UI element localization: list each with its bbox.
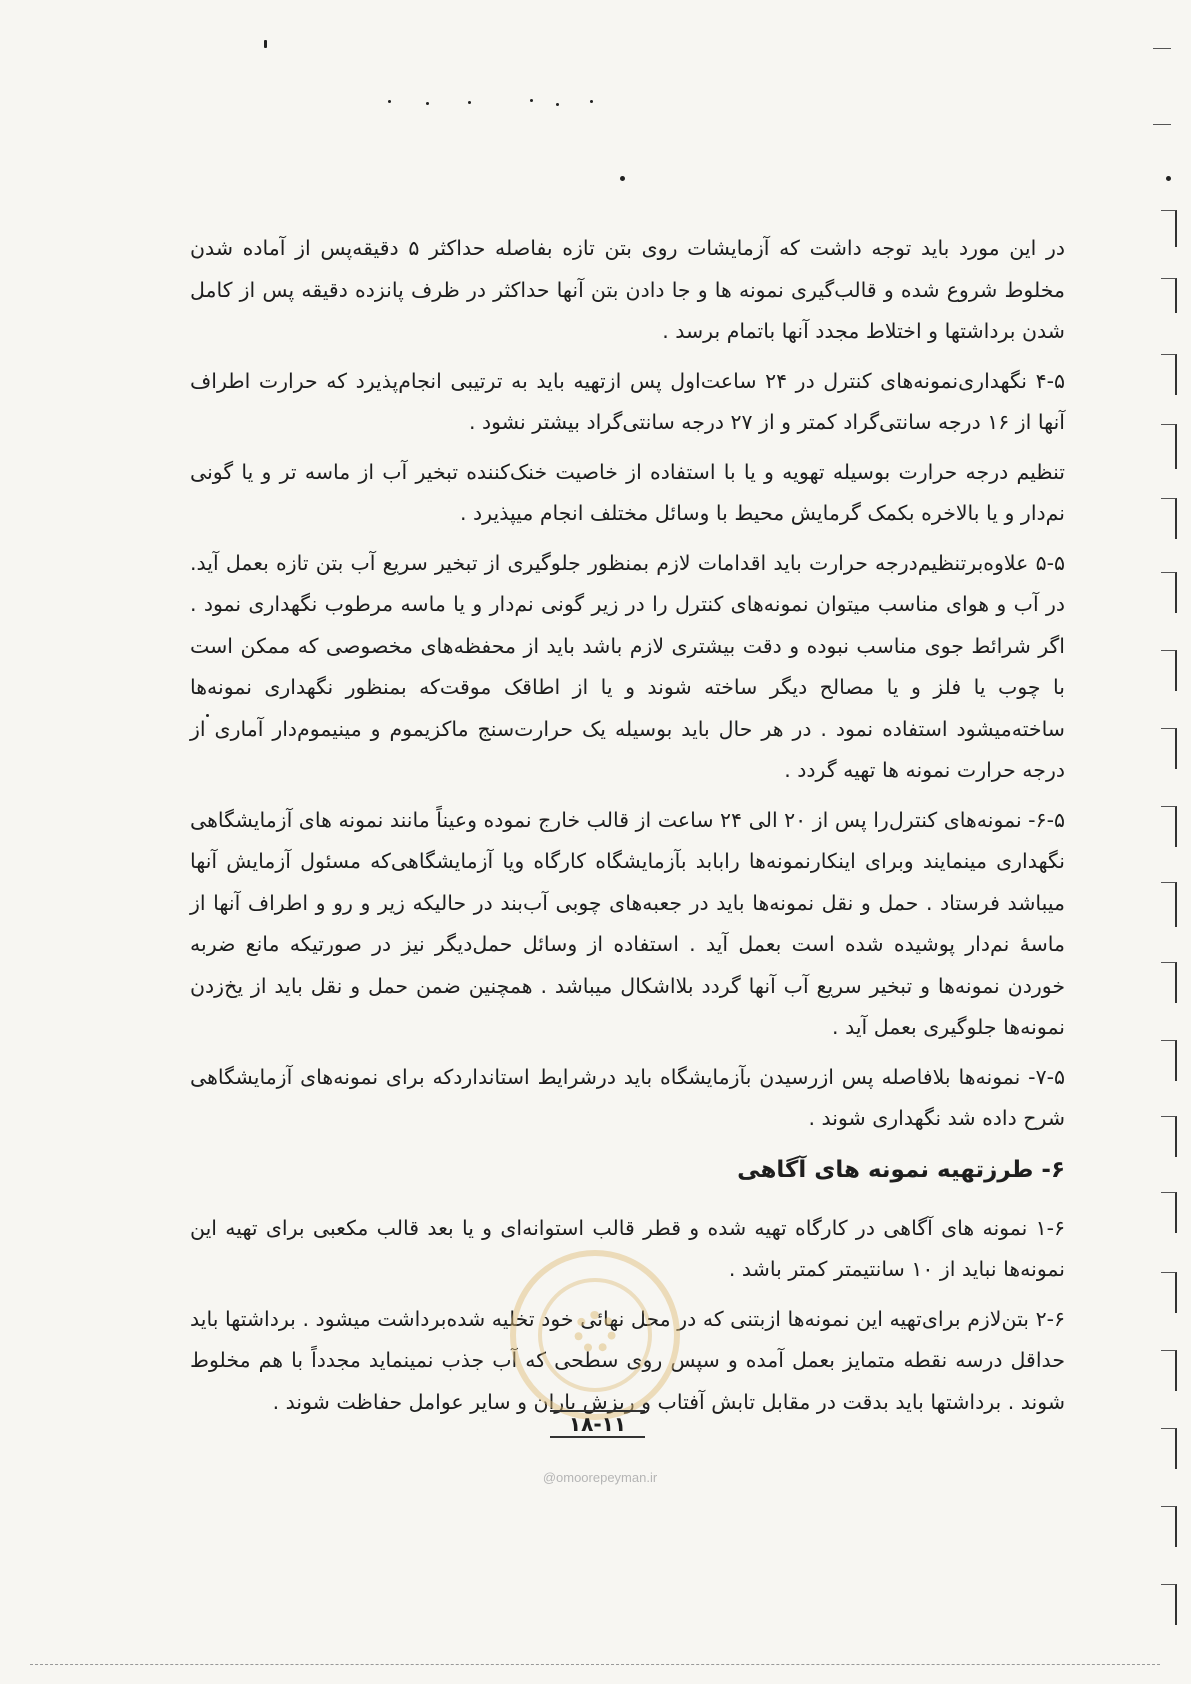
watermark-seal [510, 1250, 680, 1420]
document-body [190, 228, 1065, 1431]
edge-mark [1161, 424, 1177, 469]
gear-icon [574, 1311, 616, 1353]
edge-mark [1161, 806, 1177, 847]
edge-mark [1153, 124, 1171, 125]
edge-mark [1161, 1040, 1177, 1081]
edge-mark [1161, 1584, 1177, 1625]
edge-mark [1161, 1116, 1177, 1157]
paragraph: ۷-۵- نمونه‌ها بلافاصله پس ازرسیدن بآزمایشگاه باید درشرایط استانداردکه برای نمونه‌های آزمایشگاهی شرح داده شد نگهداری شوند . [190, 1064, 1065, 1130]
paragraph: ۱-۶ نمونه های آگاهی در کارگاه تهیه شده و قطر قالب استوانه‌ای و یا بعد قالب مکعبی برای تهیه این نمونه‌ها نباید از ۱۰ سانتیمتر کمتر باشد . [190, 1215, 1065, 1281]
scan-speck [388, 100, 391, 103]
section-heading: ۶- طرزتهیه نمونه های آگاهی [737, 1156, 1065, 1183]
page-number: ۱۸-۱۱ [550, 1410, 645, 1438]
edge-mark [1161, 572, 1177, 613]
edge-mark [1161, 1428, 1177, 1469]
edge-mark [1161, 210, 1177, 247]
edge-mark [1161, 728, 1177, 769]
scan-speck [426, 102, 429, 105]
edge-mark [1161, 1506, 1177, 1547]
edge-mark [1161, 278, 1177, 313]
paragraph: ۴-۵ نگهداری‌نمونه‌های کنترل در ۲۴ ساعت‌اول پس ازتهیه باید به ترتیبی انجام‌پذیرد که حرارت اطراف آنها از ۱۶ درجه سانتی‌گراد کمتر و از ۲۷ درجه سانتی‌گراد بیشتر نشود . [190, 368, 1065, 434]
scan-speck [264, 40, 267, 48]
paragraph: ۵-۵ علاوه‌برتنظیم‌درجه حرارت باید اقدامات لازم بمنظور جلوگیری از تبخیر سریع آب بتن تازه بعمل آید. در آب و هوای مناسب میتوان نمونه‌های کنترل را در زیر گونی نم‌دار و یا ماسه مرطوب نگهداری نمود . اگر شرائط جوی مناسب نبوده و دقت بیشتری لازم باشد باید از محفظه‌های مخصوصی که ممکن است با چوب یا فلز و یا مصالح دیگر ساخته شوند و یا از اطاقک موقت‌که بمنظور نگهداری نمونه‌ها ساخته‌میشود استفاده نمود . در هر حال باید بوسیله یک حرارت‌سنج ماکزیموم و مینیموم‌دار آماری از درجه حرارت نمونه ها تهیه گردد . [190, 550, 1065, 782]
edge-mark [1161, 650, 1177, 691]
scan-speck [1166, 176, 1171, 181]
edge-mark [1161, 1350, 1177, 1391]
paragraph: ۶-۵- نمونه‌های کنترل‌را پس از ۲۰ الی ۲۴ ساعت از قالب خارج نموده وعیناً مانند نمونه های آزمایشگاهی نگهداری مینمایند وبرای اینکارنمونه‌ها رابابد بآزمایشگاه کارگاه ویا آزمایشگاهی‌که مسئول آزمایش آنها میباشد فرستاد . حمل و نقل نمونه‌ها باید در جعبه‌های چوبی آب‌بند در حالیکه زیر و رو و اطراف آنها از ماسهٔ نم‌دار پوشیده شده است بعمل آید . استفاده از وسائل حمل‌دیگر نیز در صورتیکه مانع ضربه خوردن نمونه‌ها و تبخیر سریع آب آنها گردد بلااشکال میباشد . همچنین ضمن حمل و نقل باید از یخ‌زدن نمونه‌ها جلوگیری بعمل آید . [190, 807, 1065, 1039]
edge-mark [1161, 1192, 1177, 1233]
edge-mark [1161, 354, 1177, 395]
scan-speck [556, 103, 559, 106]
edge-mark [1161, 962, 1177, 1003]
paragraph: در این مورد باید توجه داشت که آزمایشات روی بتن تازه بفاصله حداکثر ۵ دقیقه‌پس از آماده شدن مخلوط شروع شده و قالب‌گیری نمونه ها و جا دادن بتن آنها حداکثر در ظرف پانزده دقیقه پس از کامل شدن برداشتها و اختلاط مجدد آنها باتمام برسد . [190, 236, 1066, 343]
scan-speck [590, 100, 593, 103]
bottom-rule [30, 1664, 1160, 1665]
edge-mark [1161, 1272, 1177, 1313]
paragraph: ۲-۶ بتن‌لازم برای‌تهیه این نمونه‌ها ازبتنی که در محل نهائی خود تخلیه شده‌برداشت میشود . برداشتها باید حداقل درسه نقطه متمایز بعمل آمده و سپس روی سطحی که آب جذب نمینماید مجدداً با هم مخلوط شوند . برداشتها باید بدقت در مقابل تابش آفتاب و ریزش باران و سایر عوامل حفاظت شوند . [190, 1306, 1065, 1414]
scan-speck [530, 99, 533, 102]
edge-mark [1153, 48, 1171, 49]
scan-speck [620, 176, 625, 181]
paragraph: تنظیم درجه حرارت بوسیله تهویه و یا با استفاده از خاصیت خنک‌کننده تبخیر آب از ماسه تر و یا گونی نم‌دار و یا بالاخره بکمک گرمایش محیط با وسائل مختلف انجام میپذیرد . [190, 459, 1065, 525]
edge-mark [1161, 882, 1177, 927]
site-url: @omoorepeyman.ir [542, 1470, 658, 1485]
edge-mark [1161, 498, 1177, 539]
scan-speck [468, 101, 471, 104]
